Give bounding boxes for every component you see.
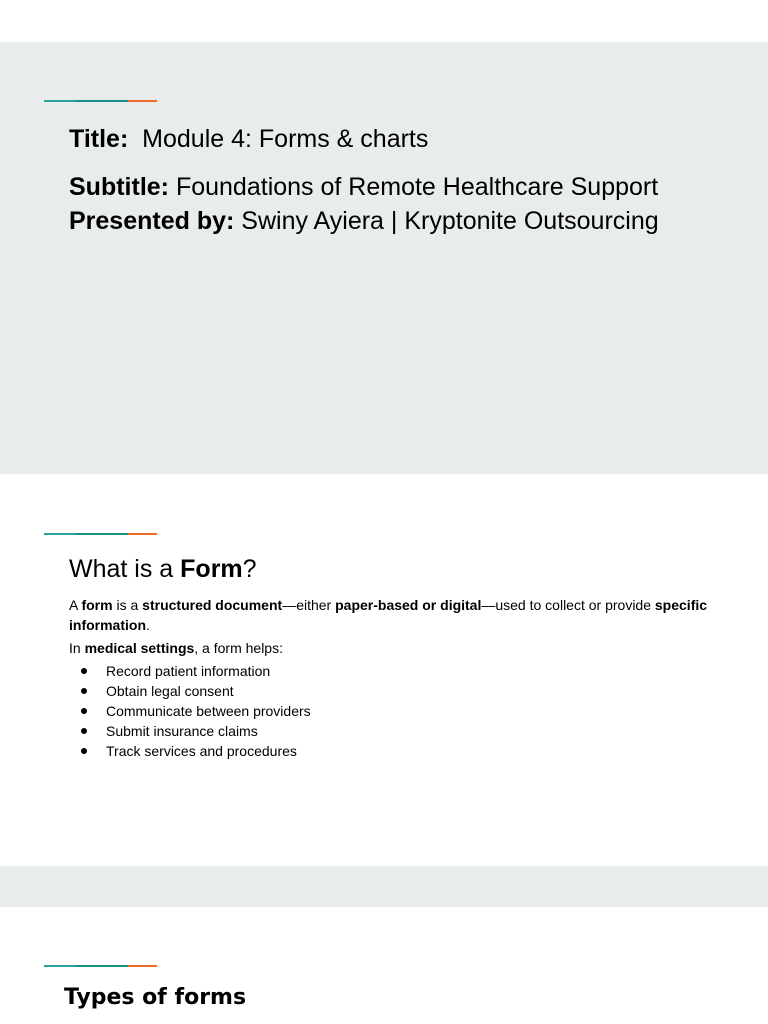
title-slide <box>0 42 768 474</box>
slide-heading <box>69 554 257 584</box>
slide-body <box>69 595 709 761</box>
list-item: Record patient information <box>69 661 709 681</box>
accent-line <box>44 100 157 103</box>
list-item: Submit insurance claims <box>69 721 709 741</box>
slide-title <box>69 124 428 154</box>
bullet-icon <box>81 728 87 734</box>
slide-separator-band <box>0 866 768 907</box>
types-of-forms-slide <box>0 907 768 1024</box>
heading-suffix: ? <box>242 555 257 583</box>
list-item: Track services and procedures <box>69 741 709 761</box>
form-definition-slide <box>0 474 768 866</box>
presenter-label: Presented by: <box>69 207 235 235</box>
heading-bold: Form <box>180 555 243 583</box>
subtitle-block <box>69 170 729 238</box>
bullet-icon <box>81 748 87 754</box>
bullet-icon <box>81 688 87 694</box>
title-value: Module 4: Forms & charts <box>142 125 429 153</box>
context-paragraph: In medical settings, a form helps: <box>69 640 283 656</box>
slide-heading: Types of forms <box>64 985 247 1010</box>
presenter-value: Swiny Ayiera | Kryptonite Outsourcing <box>241 207 659 235</box>
accent-line <box>44 533 157 536</box>
definition-paragraph: A form is a structured document—either paper-based or digital—used to collect or provide specific information. <box>69 597 708 633</box>
subtitle-label: Subtitle: <box>69 173 169 201</box>
bullet-list <box>69 661 709 761</box>
title-label: Title: <box>69 125 129 153</box>
list-item: Obtain legal consent <box>69 681 709 701</box>
presenter-line <box>69 204 729 238</box>
list-item: Communicate between providers <box>69 701 709 721</box>
accent-line <box>44 965 157 968</box>
bullet-icon <box>81 708 87 714</box>
subtitle-value: Foundations of Remote Healthcare Support <box>175 173 659 201</box>
subtitle-line <box>69 170 729 204</box>
heading-prefix: What is a <box>69 555 181 583</box>
bullet-icon <box>81 668 87 674</box>
